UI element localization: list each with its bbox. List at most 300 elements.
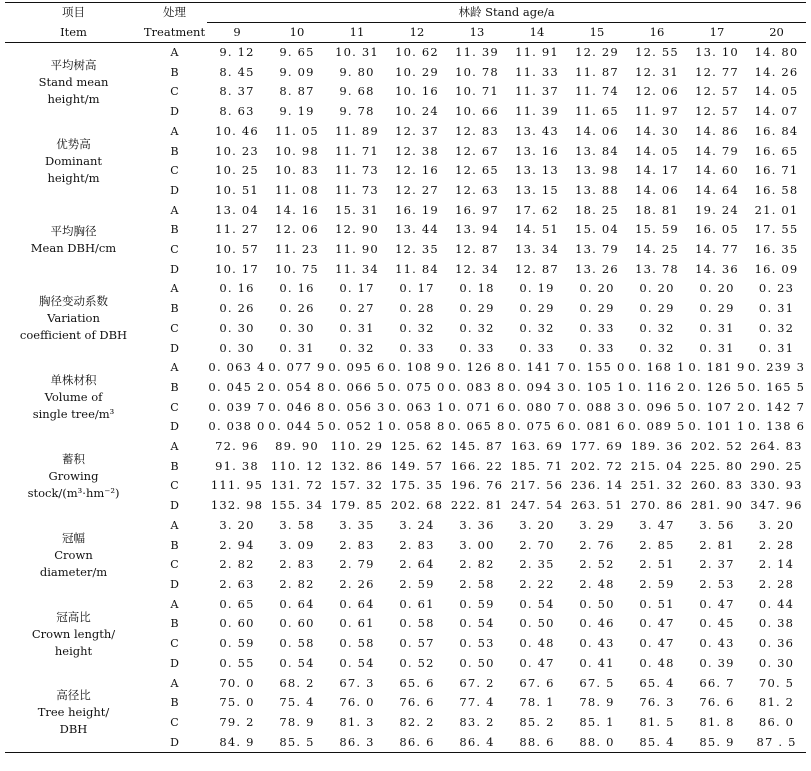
value-cell: 16. 71	[754, 163, 799, 178]
value-cell: 13. 34	[515, 242, 559, 257]
value-cell: 0. 065 8	[448, 419, 506, 434]
treatment-cell: D	[170, 183, 179, 197]
value-cell: 145. 87	[450, 439, 504, 454]
value-cell: 0. 29	[699, 301, 735, 316]
item-label-line: 优势高	[56, 136, 91, 151]
value-cell: 0. 096 5	[628, 399, 686, 414]
value-cell: 85. 5	[267, 733, 327, 753]
value-cell: 11. 39	[455, 45, 499, 59]
value-cell: 65. 6	[399, 675, 435, 690]
item-label	[5, 595, 142, 674]
value-cell: 10. 78	[455, 64, 499, 79]
value-cell: 14. 06	[635, 182, 679, 197]
value-cell: 0. 23	[758, 281, 795, 296]
treatment-cell: C	[170, 164, 179, 178]
value-cell: 11. 23	[275, 242, 319, 257]
value-cell: 0. 089 5	[628, 419, 686, 434]
value-cell: 3. 36	[459, 517, 495, 532]
age-header-17: 17	[687, 23, 747, 43]
value-cell: 67. 3	[339, 675, 375, 690]
value-cell: 77. 4	[459, 695, 495, 710]
value-cell: 0. 20	[639, 281, 675, 296]
item-label	[5, 201, 142, 280]
value-cell: 0. 038 0	[208, 419, 266, 434]
value-cell: 0. 17	[399, 281, 435, 296]
table-row	[5, 437, 806, 457]
value-cell: 0. 126 5	[688, 379, 746, 394]
item-label-line: height/m	[47, 170, 100, 185]
value-cell: 78. 9	[279, 714, 315, 729]
value-cell: 2. 58	[459, 576, 495, 591]
treatment-cell: C	[170, 85, 179, 99]
value-cell: 0. 077 9	[268, 360, 326, 375]
value-cell: 163. 69	[510, 439, 564, 454]
value-cell: 0. 32	[339, 340, 375, 355]
value-cell: 13. 10	[695, 45, 739, 59]
value-cell: 0. 30	[758, 655, 795, 670]
item-label-line: Stand mean	[38, 74, 109, 89]
item-label-line: Crown	[54, 547, 93, 562]
value-cell: 9. 09	[279, 64, 315, 79]
value-cell: 0. 58	[339, 636, 375, 651]
treatment-cell: C	[170, 400, 179, 414]
value-cell: 15. 04	[575, 222, 619, 237]
value-cell: 0. 59	[219, 636, 255, 651]
value-cell: 87 . 5	[747, 733, 806, 753]
value-cell: 12. 37	[395, 123, 439, 138]
value-cell: 0. 080 7	[508, 399, 566, 414]
value-cell: 0. 45	[699, 616, 735, 631]
value-cell: 0. 20	[699, 281, 735, 296]
value-cell: 0. 50	[459, 655, 495, 670]
treatment-cell: C	[170, 479, 179, 493]
item-label-line: 平均胸径	[50, 224, 97, 239]
value-cell: 0. 17	[339, 281, 375, 296]
value-cell: 0. 088 3	[568, 399, 626, 414]
value-cell: 17. 55	[754, 222, 799, 237]
treatment-cell: D	[170, 262, 179, 276]
table-row	[5, 43, 806, 63]
treatment-cell: A	[170, 124, 179, 138]
value-cell: 196. 76	[450, 478, 504, 493]
value-cell: 0. 32	[639, 320, 675, 335]
age-header-12: 12	[387, 23, 447, 43]
value-cell: 0. 46	[579, 616, 615, 631]
value-cell: 0. 54	[459, 616, 495, 631]
value-cell: 0. 30	[279, 320, 315, 335]
value-cell: 0. 075 0	[388, 379, 446, 394]
value-cell: 76. 0	[339, 695, 375, 710]
value-cell: 179. 85	[330, 498, 384, 513]
value-cell: 175. 35	[390, 478, 444, 493]
value-cell: 16. 35	[754, 242, 799, 257]
value-cell: 0. 31	[279, 340, 315, 355]
value-cell: 2. 35	[519, 557, 555, 572]
item-label-line: diameter/m	[39, 564, 108, 579]
value-cell: 13. 43	[515, 123, 559, 138]
value-cell: 189. 36	[630, 439, 684, 454]
value-cell: 236. 14	[570, 478, 624, 493]
value-cell: 12. 34	[455, 261, 499, 276]
value-cell: 88. 0	[567, 733, 627, 753]
value-cell: 2. 59	[639, 576, 675, 591]
item-header-cn: 项目	[5, 3, 142, 23]
value-cell: 264. 83	[750, 439, 803, 454]
value-cell: 0. 54	[519, 596, 555, 611]
value-cell: 0. 59	[459, 596, 495, 611]
value-cell: 2. 83	[399, 537, 435, 552]
value-cell: 21. 01	[754, 202, 799, 217]
value-cell: 2. 22	[519, 576, 555, 591]
value-cell: 9. 80	[339, 64, 375, 79]
value-cell: 0. 138 6	[747, 419, 806, 434]
value-cell: 19. 24	[695, 202, 739, 217]
value-cell: 3. 56	[699, 517, 735, 532]
value-cell: 13. 04	[215, 202, 259, 217]
value-cell: 251. 32	[630, 478, 684, 493]
value-cell: 0. 18	[459, 281, 495, 296]
value-cell: 11. 91	[515, 45, 559, 59]
value-cell: 18. 81	[635, 202, 679, 217]
value-cell: 0. 052 1	[328, 419, 386, 434]
value-cell: 0. 142 7	[747, 399, 806, 414]
value-cell: 3. 00	[459, 537, 495, 552]
value-cell: 3. 47	[639, 517, 675, 532]
value-cell: 10. 31	[335, 45, 379, 59]
value-cell: 14. 05	[635, 143, 679, 158]
value-cell: 81. 5	[639, 714, 675, 729]
value-cell: 0. 039 7	[208, 399, 266, 414]
value-cell: 16. 97	[455, 202, 499, 217]
value-cell: 12. 31	[635, 64, 679, 79]
value-cell: 11. 74	[575, 84, 619, 99]
treatment-cell: B	[170, 617, 179, 631]
item-label-line: 胸径变动系数	[39, 294, 108, 309]
value-cell: 0. 53	[459, 636, 495, 651]
value-cell: 3. 35	[339, 517, 375, 532]
value-cell: 2. 48	[579, 576, 615, 591]
value-cell: 247. 54	[510, 498, 564, 513]
value-cell: 91. 38	[215, 458, 259, 473]
value-cell: 14. 07	[754, 104, 799, 119]
value-cell: 13. 79	[575, 242, 619, 257]
value-cell: 8. 63	[219, 104, 255, 119]
item-label	[5, 674, 142, 753]
value-cell: 3. 09	[279, 537, 315, 552]
value-cell: 14. 16	[275, 202, 319, 217]
value-cell: 0. 58	[279, 636, 315, 651]
treatment-cell: C	[170, 321, 179, 335]
value-cell: 0. 64	[279, 596, 315, 611]
value-cell: 0. 39	[699, 655, 735, 670]
value-cell: 14. 77	[695, 242, 739, 257]
age-header-14: 14	[507, 23, 567, 43]
value-cell: 217. 56	[510, 478, 564, 493]
value-cell: 0. 38	[758, 616, 795, 631]
value-cell: 0. 54	[279, 655, 315, 670]
value-cell: 78. 1	[519, 695, 555, 710]
value-cell: 14. 30	[635, 123, 679, 138]
value-cell: 11. 73	[335, 182, 379, 197]
treatment-cell: A	[170, 518, 179, 532]
value-cell: 13. 26	[575, 261, 619, 276]
age-header-15: 15	[567, 23, 627, 43]
value-cell: 0. 48	[519, 636, 555, 651]
value-cell: 14. 36	[695, 261, 739, 276]
value-cell: 0. 16	[219, 281, 255, 296]
value-cell: 0. 101 1	[688, 419, 746, 434]
value-cell: 12. 29	[575, 45, 619, 59]
value-cell: 14. 64	[695, 182, 739, 197]
value-cell: 202. 72	[570, 458, 624, 473]
value-cell: 0. 126 8	[448, 360, 506, 375]
item-label-line: DBH	[59, 722, 88, 737]
value-cell: 10. 83	[275, 163, 319, 178]
value-cell: 215. 04	[630, 458, 684, 473]
item-label-line: Mean DBH/cm	[30, 241, 117, 256]
value-cell: 0. 32	[459, 320, 495, 335]
value-cell: 110. 12	[270, 458, 324, 473]
value-cell: 11. 84	[395, 261, 439, 276]
value-cell: 12. 06	[635, 84, 679, 99]
value-cell: 0. 044 5	[268, 419, 326, 434]
value-cell: 111. 95	[210, 478, 264, 493]
value-cell: 0. 107 2	[688, 399, 746, 414]
value-cell: 81. 3	[339, 714, 375, 729]
value-cell: 11. 08	[275, 182, 319, 197]
treatment-cell: D	[142, 733, 207, 753]
value-cell: 2. 70	[519, 537, 555, 552]
value-cell: 0. 29	[579, 301, 615, 316]
value-cell: 14. 60	[695, 163, 739, 178]
value-cell: 12. 63	[455, 182, 499, 197]
value-cell: 12. 65	[455, 163, 499, 178]
value-cell: 13. 16	[515, 143, 559, 158]
value-cell: 9. 68	[339, 84, 375, 99]
value-cell: 0. 41	[579, 655, 615, 670]
value-cell: 67. 6	[519, 675, 555, 690]
value-cell: 11. 71	[335, 143, 379, 158]
value-cell: 0. 47	[519, 655, 555, 670]
value-cell: 0. 058 8	[388, 419, 446, 434]
item-label-line: 冠高比	[56, 609, 91, 624]
value-cell: 11. 90	[335, 242, 379, 257]
value-cell: 10. 71	[455, 84, 499, 99]
value-cell: 0. 52	[399, 655, 435, 670]
item-label	[5, 279, 142, 358]
value-cell: 225. 80	[690, 458, 744, 473]
value-cell: 81. 8	[699, 714, 735, 729]
treatment-cell: B	[170, 459, 179, 473]
value-cell: 0. 168 1	[628, 360, 686, 375]
value-cell: 12. 77	[695, 64, 739, 79]
value-cell: 10. 24	[395, 104, 439, 119]
value-cell: 12. 38	[395, 143, 439, 158]
value-cell: 15. 31	[335, 202, 379, 217]
value-cell: 0. 54	[339, 655, 375, 670]
value-cell: 0. 65	[219, 596, 255, 611]
age-header-10: 10	[267, 23, 327, 43]
treatment-cell: D	[170, 499, 179, 513]
value-cell: 8. 87	[279, 84, 315, 99]
value-cell: 0. 32	[758, 320, 795, 335]
value-cell: 8. 45	[219, 64, 255, 79]
treatment-cell: A	[170, 46, 179, 59]
value-cell: 0. 046 8	[268, 399, 326, 414]
value-cell: 82. 2	[399, 714, 435, 729]
value-cell: 11. 27	[215, 222, 259, 237]
value-cell: 0. 094 3	[508, 379, 566, 394]
value-cell: 14. 17	[635, 163, 679, 178]
value-cell: 0. 58	[399, 616, 435, 631]
value-cell: 14. 06	[575, 123, 619, 138]
treatment-cell: D	[170, 341, 179, 355]
value-cell: 0. 32	[399, 320, 435, 335]
value-cell: 166. 22	[450, 458, 504, 473]
value-cell: 11. 87	[575, 64, 619, 79]
value-cell: 2. 64	[399, 557, 435, 572]
value-cell: 2. 81	[699, 537, 735, 552]
value-cell: 16. 65	[754, 143, 799, 158]
treatment-header-en: Treatment	[142, 23, 207, 43]
value-cell: 14. 80	[754, 45, 799, 59]
value-cell: 14. 86	[695, 123, 739, 138]
value-cell: 12. 83	[455, 123, 499, 138]
value-cell: 330. 93	[750, 478, 803, 493]
item-label-line: 蓄积	[62, 451, 85, 466]
value-cell: 10. 51	[215, 182, 259, 197]
value-cell: 0. 57	[399, 636, 435, 651]
value-cell: 0. 50	[519, 616, 555, 631]
value-cell: 0. 28	[399, 301, 435, 316]
value-cell: 12. 57	[695, 104, 739, 119]
value-cell: 83. 2	[459, 714, 495, 729]
value-cell: 76. 6	[399, 695, 435, 710]
value-cell: 3. 20	[519, 517, 555, 532]
item-label-line: Crown length/	[31, 626, 116, 641]
value-cell: 13. 15	[515, 182, 559, 197]
value-cell: 0. 47	[699, 596, 735, 611]
age-header-11: 11	[327, 23, 387, 43]
treatment-cell: A	[170, 597, 179, 611]
treatment-cell: A	[170, 440, 179, 454]
treatment-cell: B	[170, 144, 179, 158]
value-cell: 76. 6	[699, 695, 735, 710]
value-cell: 0. 33	[519, 340, 555, 355]
value-cell: 12. 57	[695, 84, 739, 99]
treatment-cell: B	[170, 380, 179, 394]
treatment-cell: D	[170, 105, 179, 119]
table-row	[5, 358, 806, 378]
item-label-line: height	[54, 643, 93, 658]
value-cell: 11. 97	[635, 104, 679, 119]
value-cell: 11. 39	[515, 104, 559, 119]
value-cell: 290. 25	[750, 458, 803, 473]
value-cell: 149. 57	[390, 458, 444, 473]
value-cell: 14. 05	[754, 84, 799, 99]
value-cell: 11. 05	[275, 123, 319, 138]
value-cell: 0. 063 4	[208, 360, 266, 375]
value-cell: 13. 44	[395, 222, 439, 237]
value-cell: 0. 063 1	[388, 399, 446, 414]
item-header-en: Item	[5, 23, 142, 43]
value-cell: 0. 239 3	[747, 360, 806, 375]
value-cell: 2. 52	[579, 557, 615, 572]
value-cell: 0. 27	[339, 301, 375, 316]
value-cell: 0. 43	[579, 636, 615, 651]
item-label-line: Dominant	[44, 153, 103, 168]
treatment-cell: A	[170, 676, 179, 690]
value-cell: 0. 33	[459, 340, 495, 355]
value-cell: 10. 46	[215, 123, 259, 138]
value-cell: 0. 64	[339, 596, 375, 611]
value-cell: 2. 76	[579, 537, 615, 552]
value-cell: 0. 29	[519, 301, 555, 316]
value-cell: 66. 7	[699, 675, 735, 690]
value-cell: 0. 47	[639, 616, 675, 631]
value-cell: 11. 33	[515, 64, 559, 79]
value-cell: 10. 75	[275, 261, 319, 276]
age-header-20: 20	[747, 23, 806, 43]
value-cell: 12. 16	[395, 163, 439, 178]
value-cell: 2. 37	[699, 557, 735, 572]
value-cell: 9. 19	[279, 104, 315, 119]
value-cell: 0. 29	[639, 301, 675, 316]
value-cell: 12. 27	[395, 182, 439, 197]
value-cell: 12. 35	[395, 242, 439, 257]
value-cell: 281. 90	[690, 498, 744, 513]
value-cell: 0. 105 1	[568, 379, 626, 394]
value-cell: 202. 68	[390, 498, 444, 513]
item-label-line: height/m	[47, 91, 100, 106]
value-cell: 0. 55	[219, 655, 255, 670]
value-cell: 13. 13	[515, 163, 559, 178]
value-cell: 88. 6	[507, 733, 567, 753]
treatment-cell: B	[170, 696, 179, 710]
value-cell: 16. 84	[754, 123, 799, 138]
age-header-9: 9	[207, 23, 267, 43]
value-cell: 12. 67	[455, 143, 499, 158]
value-cell: 0. 26	[279, 301, 315, 316]
value-cell: 0. 26	[219, 301, 255, 316]
item-label-line: Volume of	[44, 390, 103, 405]
value-cell: 76. 3	[639, 695, 675, 710]
value-cell: 202. 52	[690, 439, 744, 454]
value-cell: 11. 73	[335, 163, 379, 178]
value-cell: 0. 29	[459, 301, 495, 316]
value-cell: 0. 075 6	[508, 419, 566, 434]
value-cell: 2. 82	[279, 576, 315, 591]
value-cell: 72. 96	[215, 439, 259, 454]
item-label-line: Growing	[48, 468, 99, 483]
value-cell: 0. 61	[399, 596, 435, 611]
value-cell: 10. 23	[215, 143, 259, 158]
item-label	[5, 437, 142, 516]
age-header-13: 13	[447, 23, 507, 43]
value-cell: 70. 5	[758, 675, 795, 690]
value-cell: 132. 86	[330, 458, 384, 473]
treatment-header-cn: 处理	[142, 3, 207, 23]
value-cell: 81. 2	[758, 695, 795, 710]
value-cell: 2. 28	[758, 537, 795, 552]
value-cell: 131. 72	[270, 478, 324, 493]
treatment-cell: C	[170, 558, 179, 572]
value-cell: 9. 65	[279, 45, 315, 59]
value-cell: 10. 25	[215, 163, 259, 178]
value-cell: 110. 29	[330, 439, 384, 454]
treatment-cell: D	[170, 656, 179, 670]
item-label-line: coefficient of DBH	[19, 328, 128, 343]
